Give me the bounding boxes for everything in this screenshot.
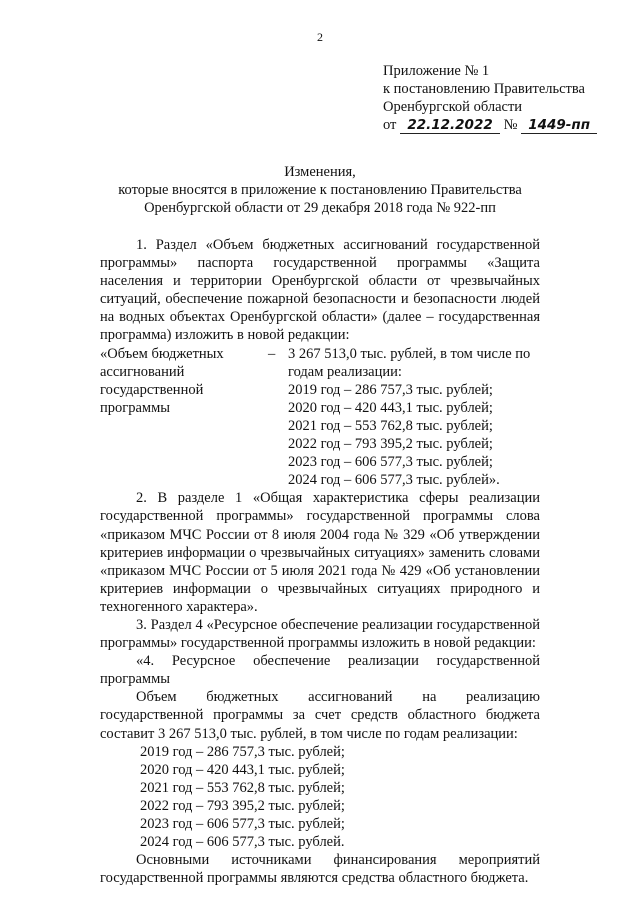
section-4-years-list (100, 743, 540, 852)
appendix-date-line (383, 116, 623, 134)
closing-paragraph: Основными источниками финансирования мероприятий государственной программы являются средства областного бюджета. (100, 852, 540, 887)
budget-table-dash: – (268, 345, 276, 362)
year-row: 2019 год – 286 757,3 тыс. рублей; (140, 743, 345, 760)
budget-year-row: 2024 год – 606 577,3 тыс. рублей». (288, 472, 500, 489)
budget-year-row: 2020 год – 420 443,1 тыс. рублей; (288, 399, 493, 416)
document-heading (100, 163, 540, 217)
year-row: 2023 год – 606 577,3 тыс. рублей; (140, 816, 345, 832)
appendix-header (383, 62, 623, 134)
year-row: 2021 год – 553 762,8 тыс. рублей; (140, 779, 345, 796)
budget-year-row: 2019 год – 286 757,3 тыс. рублей; (288, 381, 493, 398)
heading-line-2: которые вносятся в приложение к постановлению Правительства (118, 182, 522, 198)
appendix-line-2: к постановлению Правительства (383, 81, 585, 97)
item-1-paragraph: 1. Раздел «Объем бюджетных ассигнований государственной программы» паспорта государственной программы «Защита населения и территории Оренбургской области от чрезвычайных ситуаций, обеспечение пожарной безопасности и безопасности людей на водных объектах Оренбургской области» (далее – государственная программа) изложить в новой редакции: (100, 237, 540, 344)
number-sign: № (503, 117, 518, 133)
budget-year-row: 2021 год – 553 762,8 тыс. рублей; (288, 417, 493, 434)
document-body (100, 236, 540, 887)
item-2-paragraph: 2. В разделе 1 «Общая характеристика сферы реализации государственной программы» государственной программы слова «приказом МЧС России от 8 июля 2004 года № 329 «Об утверждении критериев информации о чрезвычайных ситуациях» заменить словами «приказом МЧС России от 5 июля 2021 года № 429 «Об установлении критериев информации о чрезвычайных ситуациях природного и техногенного характера». (100, 490, 540, 615)
budget-table-values (288, 345, 540, 490)
heading-line-3: Оренбургской области от 29 декабря 2018 года № 922-пп (144, 200, 496, 216)
budget-table-label: «Объем бюджетных ассигнований государственной программы (100, 345, 224, 416)
budget-total: 3 267 513,0 тыс. рублей, в том числе по годам реализации: (288, 345, 531, 380)
year-row: 2024 год – 606 577,3 тыс. рублей. (140, 834, 345, 851)
section-4-title: «4. Ресурсное обеспечение реализации государственной программы (100, 653, 540, 688)
year-row: 2020 год – 420 443,1 тыс. рублей; (140, 761, 345, 778)
page-number: 2 (317, 30, 323, 44)
handwritten-date: 22.12.2022 (400, 118, 500, 134)
date-prefix: от (383, 117, 397, 133)
handwritten-number: 1449-пп (521, 118, 597, 134)
budget-year-row: 2023 год – 606 577,3 тыс. рублей; (288, 454, 493, 471)
item-3-paragraph: 3. Раздел 4 «Ресурсное обеспечение реализации государственной программы» государственной программы изложить в новой редакции: (100, 616, 540, 652)
appendix-line-3: Оренбургской области (383, 99, 523, 115)
year-row: 2022 год – 793 395,2 тыс. рублей; (140, 797, 345, 814)
appendix-line-1: Приложение № 1 (383, 63, 490, 79)
budget-table (100, 345, 540, 490)
section-4-paragraph: Объем бюджетных ассигнований на реализацию государственной программы за счет средств областного бюджета составит 3 267 513,0 тыс. рублей, в том числе по годам реализации: (100, 689, 540, 742)
budget-year-row: 2022 год – 793 395,2 тыс. рублей; (288, 436, 493, 453)
heading-line-1: Изменения, (284, 164, 356, 180)
